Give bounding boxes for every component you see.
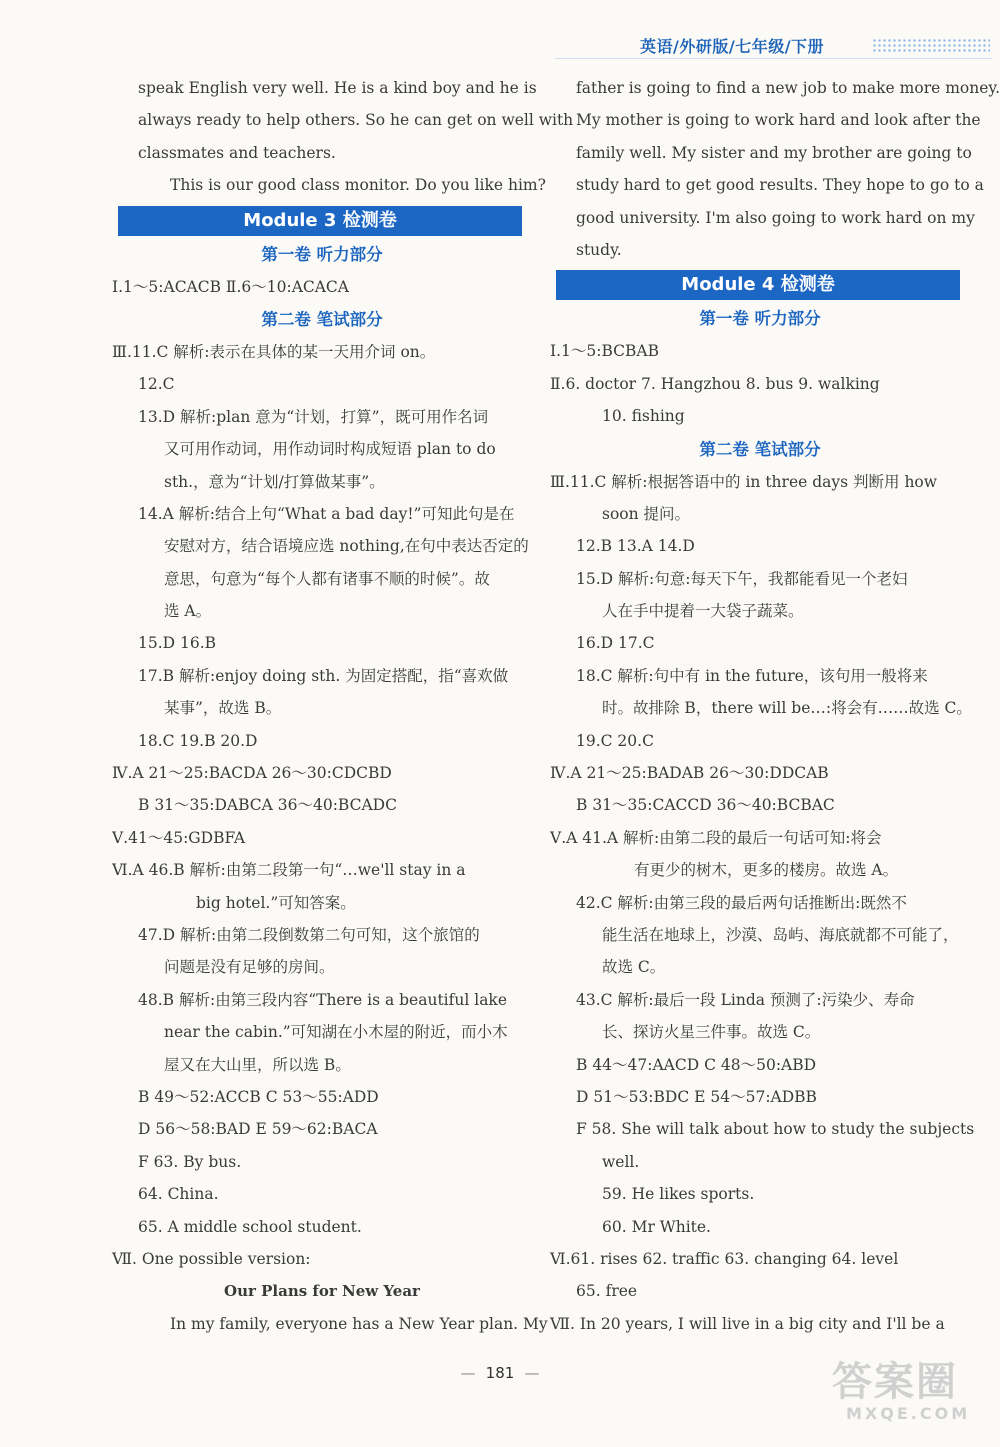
answer-line: 14.A 解析:结合上句“What a bad day!”可知此句是在 bbox=[138, 504, 515, 523]
answer-line: Ⅳ.A 21～25:BACDA 26～30:CDCBD bbox=[112, 764, 392, 783]
answer-line: Ⅳ.A 21～25:BADAB 26～30:DDCAB bbox=[550, 764, 829, 783]
answer-line: 59. He likes sports. bbox=[602, 1185, 755, 1204]
answer-line: 时。故排除 B，there will be…:将会有……故选 C。 bbox=[602, 699, 972, 718]
answer-line: Ⅵ.A 46.B 解析:由第二段第一句“…we'll stay in a bbox=[112, 861, 466, 880]
answer-line: 42.C 解析:由第三段的最后两句话推断出:既然不 bbox=[576, 893, 907, 912]
answer-line: 安慰对方，结合语境应选 nothing,在句中表达否定的 bbox=[164, 537, 529, 556]
answer-line: 13.D 解析:plan 意为“计划，打算”，既可用作名词 bbox=[138, 407, 489, 426]
answer-line: B 31～35:DABCA 36～40:BCADC bbox=[138, 796, 397, 815]
intro-line: speak English very well. He is a kind boy and he is bbox=[138, 79, 537, 97]
intro-line: This is our good class monitor. Do you like him? bbox=[170, 176, 546, 195]
answer-line: 15.D 解析:句意:每天下午，我都能看见一个老妇 bbox=[576, 569, 908, 588]
page-number-value: 181 bbox=[485, 1364, 515, 1382]
answer-line: 48.B 解析:由第三段内容“There is a beautiful lake bbox=[138, 990, 507, 1009]
answer-line: 18.C 解析:句中有 in the future，该句用一般将来 bbox=[576, 666, 928, 685]
header-title: 英语/外研版/七年级/下册 bbox=[640, 37, 825, 56]
essay-line: study hard to get good results. They hope to go to a bbox=[576, 176, 984, 195]
watermark-url: MXQE.COM bbox=[846, 1404, 971, 1423]
answer-line: 人在手中提着一大袋子蔬菜。 bbox=[602, 602, 804, 621]
answer-line: sth.，意为“计划/打算做某事”。 bbox=[164, 472, 385, 491]
right-column bbox=[550, 72, 1000, 1340]
answer-line: Ⅶ. One possible version: bbox=[112, 1249, 311, 1268]
answer-line: 64. China. bbox=[138, 1185, 219, 1204]
answer-line: 意思，句意为“每个人都有诸事不顺的时候”。故 bbox=[164, 569, 490, 588]
answer-line: 19.C 20.C bbox=[576, 731, 654, 750]
answer-line: soon 提问。 bbox=[602, 504, 691, 523]
left-column bbox=[112, 72, 574, 1340]
essay-line: In my family, everyone has a New Year plan. My bbox=[170, 1314, 548, 1333]
answer-line: near the cabin.”可知湖在小木屋的附近，而小木 bbox=[164, 1023, 508, 1042]
answer-line: 10. fishing bbox=[602, 407, 685, 426]
answer-line: 47.D 解析:由第二段倒数第二句可知，这个旅馆的 bbox=[138, 925, 480, 944]
answer-line: 17.B 解析:enjoy doing sth. 为固定搭配，指“喜欢做 bbox=[138, 666, 509, 685]
answer-line: big hotel.”可知答案。 bbox=[196, 893, 356, 912]
watermark-logo bbox=[832, 1360, 992, 1440]
answer-line: 某事”，故选 B。 bbox=[164, 699, 282, 718]
answer-line: F 63. By bus. bbox=[138, 1152, 242, 1171]
essay-title: Our Plans for New Year bbox=[224, 1282, 420, 1301]
answer-line: 12.B 13.A 14.D bbox=[576, 537, 695, 556]
answer-line: Ⅰ.1～5:BCBAB bbox=[550, 342, 660, 361]
answer-line: 问题是没有足够的房间。 bbox=[164, 958, 335, 977]
section-written: 第二卷 笔试部分 bbox=[261, 309, 383, 329]
module-3-title: Module 3 检测卷 bbox=[118, 206, 522, 236]
essay-line: good university. I'm also going to work hard on my bbox=[576, 208, 975, 227]
section-listening: 第一卷 听力部分 bbox=[699, 309, 821, 329]
answer-line: B 31～35:CACCD 36～40:BCBAC bbox=[576, 796, 835, 815]
intro-line: always ready to help others. So he can get on well with bbox=[138, 111, 574, 130]
answer-line: Ⅴ.A 41.A 解析:由第二段的最后一句话可知:将会 bbox=[550, 828, 882, 847]
header-dots-decoration bbox=[872, 38, 990, 54]
answer-line: 65. free bbox=[576, 1282, 638, 1301]
answer-line: B 49～52:ACCB C 53～55:ADD bbox=[138, 1087, 379, 1106]
essay-line: family well. My sister and my brother are going to bbox=[576, 143, 972, 162]
answer-line: D 51～53:BDC E 54～57:ADBB bbox=[576, 1087, 817, 1106]
page-number-dash-left: — bbox=[460, 1364, 476, 1382]
answer-line: 有更少的树木，更多的楼房。故选 A。 bbox=[634, 861, 899, 880]
section-written: 第二卷 笔试部分 bbox=[699, 439, 821, 459]
answer-line: Ⅴ.41～45:GDBFA bbox=[112, 828, 246, 847]
answer-line: 60. Mr White. bbox=[602, 1217, 711, 1236]
page-number-dash-right: — bbox=[524, 1364, 540, 1382]
answer-line: F 58. She will talk about how to study the subjects bbox=[576, 1120, 975, 1139]
header-rule bbox=[555, 58, 992, 59]
answer-line: 43.C 解析:最后一段 Linda 预测了:污染少、寿命 bbox=[576, 990, 915, 1009]
answer-line: Ⅶ. In 20 years, I will live in a big city and I'll be a bbox=[550, 1314, 945, 1333]
answer-line: 18.C 19.B 20.D bbox=[138, 731, 258, 750]
essay-line: My mother is going to work hard and look after the bbox=[576, 111, 981, 130]
essay-line: father is going to find a new job to make more money. bbox=[576, 79, 1000, 97]
answer-line: B 44～47:AACD C 48～50:ABD bbox=[576, 1055, 817, 1074]
essay-line: study. bbox=[576, 240, 622, 259]
answer-line: 故选 C。 bbox=[602, 958, 666, 977]
answer-line: Ⅰ.1～5:ACACB Ⅱ.6～10:ACACA bbox=[112, 277, 349, 296]
watermark-main: 答案圈 bbox=[832, 1359, 958, 1405]
answer-line: 12.C bbox=[138, 375, 175, 394]
answer-line: 又可用作动词，用作动词时构成短语 plan to do bbox=[164, 440, 496, 459]
intro-line: classmates and teachers. bbox=[138, 143, 336, 162]
answer-line: well. bbox=[602, 1152, 640, 1171]
answer-line: 长、探访火星三件事。故选 C。 bbox=[602, 1023, 821, 1042]
answer-line: Ⅱ.6. doctor 7. Hangzhou 8. bus 9. walking bbox=[550, 374, 880, 393]
answer-line: 屋又在大山里，所以选 B。 bbox=[164, 1055, 351, 1074]
answer-line: Ⅲ.11.C 解析:表示在具体的某一天用介词 on。 bbox=[112, 342, 436, 361]
answer-line: 16.D 17.C bbox=[576, 634, 655, 653]
answer-line: 15.D 16.B bbox=[138, 634, 217, 653]
answer-line: 能生活在地球上，沙漠、岛屿、海底就都不可能了， bbox=[602, 925, 959, 944]
section-listening: 第一卷 听力部分 bbox=[261, 244, 383, 264]
answer-line: 65. A middle school student. bbox=[138, 1217, 362, 1236]
module-4-title: Module 4 检测卷 bbox=[556, 270, 960, 300]
answer-line: Ⅵ.61. rises 62. traffic 63. changing 64. level bbox=[550, 1249, 899, 1268]
answer-line: D 56～58:BAD E 59～62:BACA bbox=[138, 1120, 378, 1139]
answer-line: 选 A。 bbox=[164, 602, 212, 621]
answer-line: Ⅲ.11.C 解析:根据答语中的 in three days 判断用 how bbox=[550, 472, 938, 491]
